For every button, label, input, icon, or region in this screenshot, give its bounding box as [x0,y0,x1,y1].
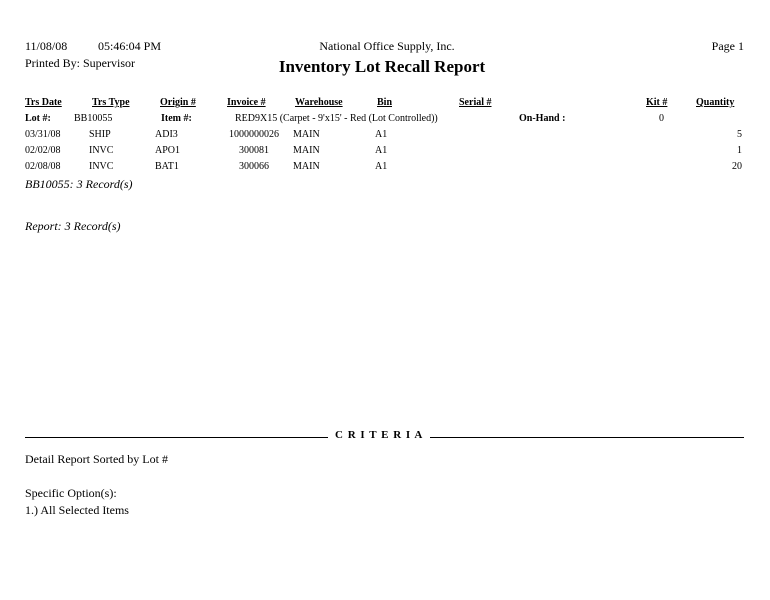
cell-type: INVC [89,161,114,172]
cell-invoice: 1000000026 [229,129,279,140]
criteria-sorted: Detail Report Sorted by Lot # [25,452,168,466]
criteria-option-1: 1.) All Selected Items [25,503,129,517]
printed-by: Printed By: Supervisor [25,56,135,70]
cell-date: 02/08/08 [25,161,61,172]
cell-bin: A1 [375,129,388,140]
cell-qty: 20 [732,161,742,172]
company-name: National Office Supply, Inc. [319,39,455,53]
col-quantity: Quantity [696,97,735,108]
cell-origin: ADI3 [155,129,178,140]
criteria-options-label: Specific Option(s): [25,486,117,500]
print-time: 05:46:04 PM [98,39,162,53]
cell-warehouse: MAIN [293,161,320,172]
lot-value: BB10055 [74,113,113,124]
col-bin: Bin [377,97,393,108]
cell-type: SHIP [89,129,111,140]
lot-record-count: BB10055: 3 Record(s) [25,177,133,191]
cell-bin: A1 [375,161,388,172]
print-date: 11/08/08 [25,39,68,53]
col-kit: Kit # [646,97,668,108]
onhand-label: On-Hand : [519,113,566,124]
item-value: RED9X15 (Carpet - 9'x15' - Red (Lot Controlled)) [235,113,438,124]
report-title: Inventory Lot Recall Report [278,57,486,76]
cell-invoice: 300081 [239,145,269,156]
onhand-value: 0 [659,113,664,124]
col-trs-type: Trs Type [92,97,130,108]
col-serial: Serial # [459,97,492,108]
cell-origin: BAT1 [155,161,179,172]
cell-bin: A1 [375,145,388,156]
col-origin: Origin # [160,97,196,108]
cell-qty: 5 [737,129,742,140]
cell-date: 02/02/08 [25,145,61,156]
page-number: Page 1 [711,39,744,53]
report-record-count: Report: 3 Record(s) [25,219,121,233]
lot-label: Lot #: [25,113,51,124]
item-label: Item #: [161,113,192,124]
cell-invoice: 300066 [239,161,269,172]
cell-warehouse: MAIN [293,129,320,140]
criteria-rule-right [430,437,744,438]
cell-type: INVC [89,145,114,156]
col-invoice: Invoice # [227,97,266,108]
col-warehouse: Warehouse [295,97,343,108]
col-trs-date: Trs Date [25,97,62,108]
criteria-rule-left [25,437,328,438]
cell-origin: APO1 [155,145,181,156]
cell-date: 03/31/08 [25,129,61,140]
criteria-heading: C R I T E R I A [335,429,424,441]
cell-warehouse: MAIN [293,145,320,156]
cell-qty: 1 [737,145,742,156]
